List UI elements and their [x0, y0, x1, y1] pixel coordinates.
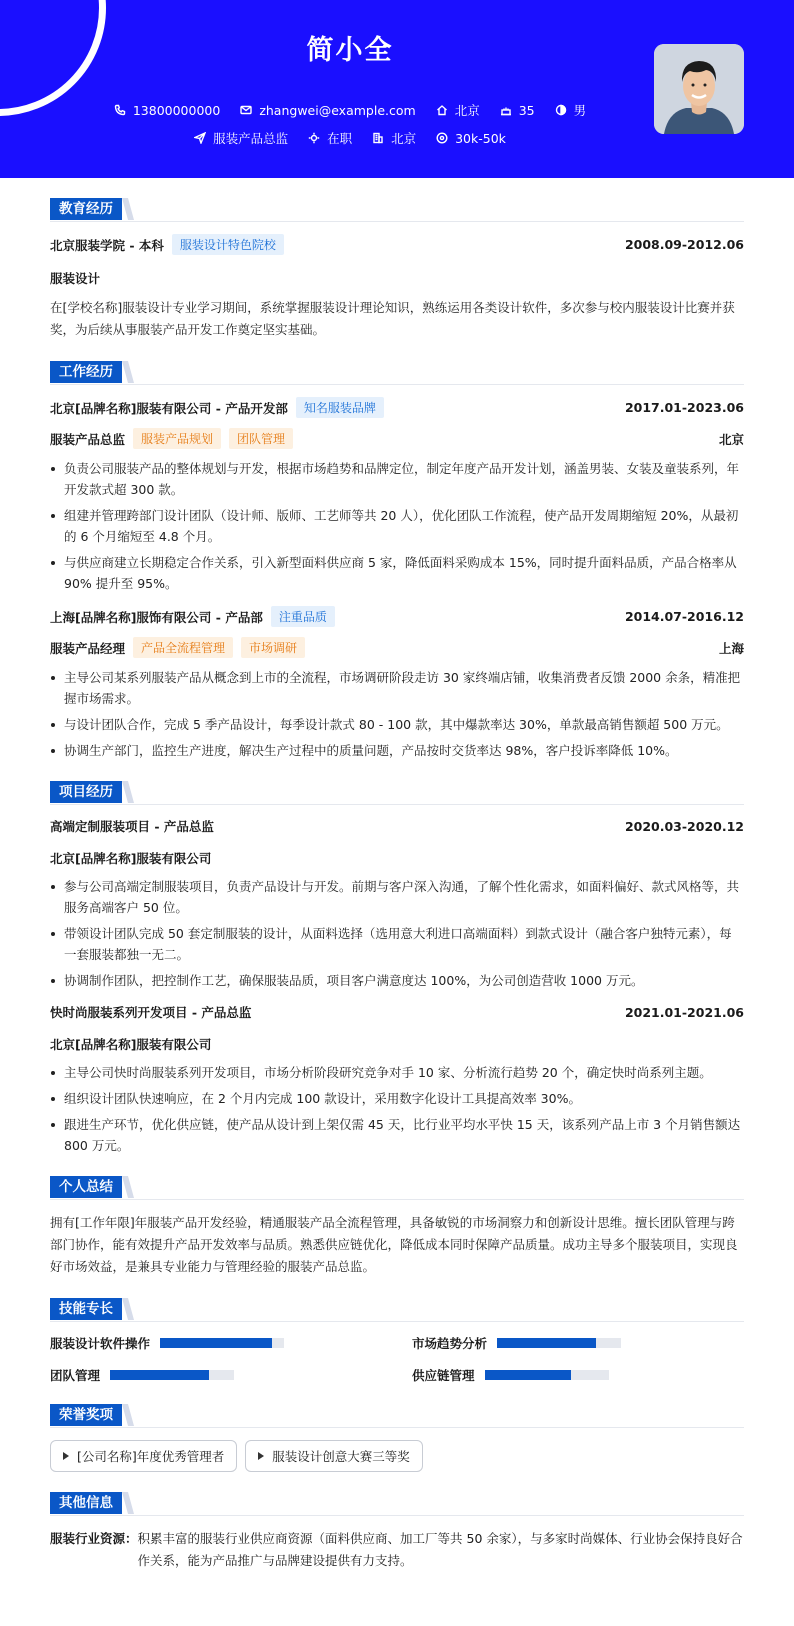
role-tag: 服装产品规划 — [133, 428, 221, 449]
school-badge: 服装设计特色院校 — [172, 234, 284, 255]
education-desc: 在[学校名称]服装设计专业学习期间，系统掌握服装设计理论知识，熟练运用各类设计软件，多次参与校内服装设计比赛并获奖，为后续从事服装产品开发工作奠定坚实基础。 — [50, 300, 735, 337]
skill-bar-fill — [110, 1370, 209, 1380]
skill-bar-fill — [497, 1338, 596, 1348]
heading-slant-icon — [122, 1176, 136, 1198]
project-header — [50, 1003, 744, 1021]
other-info-row — [50, 1528, 744, 1572]
resume-header — [0, 0, 794, 178]
skill-bar — [110, 1370, 234, 1380]
honor-item — [245, 1440, 423, 1472]
section-title: 其他信息 — [50, 1492, 122, 1514]
section-heading — [50, 1490, 744, 1516]
candidate-name: 简小全 — [306, 35, 394, 66]
section-heading — [50, 196, 744, 222]
info-email: zhangwei@example.com — [240, 101, 415, 119]
play-triangle-icon — [63, 1452, 69, 1460]
info-gender: 男 — [555, 101, 587, 119]
money-icon — [436, 132, 448, 144]
project-entry — [50, 817, 744, 991]
skill-bar — [497, 1338, 621, 1348]
info-city: 北京 — [436, 101, 480, 119]
section-other — [50, 1490, 744, 1572]
work-city: 北京 — [718, 431, 744, 447]
skill-name: 供应链管理 — [412, 1368, 475, 1383]
bullet-list — [50, 1062, 744, 1156]
project-name: 快时尚服装系列开发项目 - 产品总监 — [50, 1005, 252, 1020]
list-item: 协调制作团队，把控制作工艺，确保服装品质，项目客户满意度达 100%，为公司创造营收 1000 万元。 — [50, 970, 744, 991]
role-row — [50, 637, 744, 658]
education-header — [50, 234, 744, 255]
list-item: 参与公司高端定制服装项目，负责产品设计与开发。前期与客户深入沟通，了解个性化需求，如面料偏好、款式风格等，共服务高端客户 50 位。 — [50, 876, 744, 918]
company-badge: 知名服装品牌 — [296, 397, 384, 418]
section-heading — [50, 1402, 744, 1428]
skill-name: 团队管理 — [50, 1368, 101, 1383]
section-heading — [50, 1174, 744, 1200]
heading-slant-icon — [122, 1492, 136, 1514]
info-phone: 13800000000 — [114, 101, 220, 119]
heading-slant-icon — [122, 361, 136, 383]
heading-slant-icon — [122, 198, 136, 220]
skill-name: 服装设计软件操作 — [50, 1336, 151, 1351]
role-name: 服装产品总监 — [50, 431, 126, 447]
heading-slant-icon — [122, 1298, 136, 1320]
avatar-portrait-icon — [654, 44, 744, 134]
avatar — [654, 44, 744, 134]
info-position: 服装产品总监 — [194, 129, 288, 147]
bullet-list — [50, 667, 744, 761]
home-icon — [436, 104, 448, 116]
skills-grid — [50, 1334, 744, 1384]
list-item: 协调生产部门，监控生产进度，解决生产过程中的质量问题，产品按时交货率达 98%，客户投诉率降低 10%。 — [50, 740, 744, 761]
honors-list — [50, 1440, 744, 1472]
work-city: 上海 — [718, 640, 744, 656]
section-title: 技能专长 — [50, 1298, 122, 1320]
section-heading — [50, 359, 744, 385]
role-tag: 市场调研 — [241, 637, 305, 658]
role-tag: 产品全流程管理 — [133, 637, 233, 658]
skill-item — [50, 1334, 382, 1352]
info-status: 在职 — [308, 129, 352, 147]
skill-name: 市场趋势分析 — [412, 1336, 488, 1351]
company-badge: 注重品质 — [271, 606, 335, 627]
bullet-list — [50, 458, 744, 594]
honor-label: 服装设计创意大赛三等奖 — [272, 1449, 410, 1464]
section-skills — [50, 1296, 744, 1384]
role-name: 服装产品经理 — [50, 640, 126, 656]
other-info-value: 积累丰富的服装行业供应商资源（面料供应商、加工厂等共 50 余家），与多家时尚媒体、行业协会保持良好合作关系，能为产品推广与品牌建设提供有力支持。 — [137, 1531, 743, 1568]
project-company: 北京[品牌名称]服装有限公司 — [50, 1037, 212, 1052]
heading-slant-icon — [122, 781, 136, 803]
job-row — [0, 129, 700, 147]
list-item: 主导公司快时尚服装系列开发项目，市场分析阶段研究竞争对手 10 家、分析流行趋势 20 个，确定快时尚系列主题。 — [50, 1062, 744, 1083]
summary-text: 拥有[工作年限]年服装产品开发经验，精通服装产品全流程管理，具备敏锐的市场洞察力和创新设计思维。擅长团队管理与跨部门协作，能有效提升产品开发效率与品质。熟悉供应链优化，降低成本同时保障产品质量。成功主导多个服装项目，实现良好市场效益，是兼具专业能力与管理经验的服装产品总监。 — [50, 1215, 738, 1274]
list-item: 与供应商建立长期稳定合作关系，引入新型面料供应商 5 家，降低面料采购成本 15%，同时提升面料品质，产品合格率从 90% 提升至 95%。 — [50, 552, 744, 594]
resume-body — [50, 178, 744, 1572]
section-title: 荣誉奖项 — [50, 1404, 122, 1426]
phone-icon — [114, 104, 126, 116]
section-heading — [50, 1296, 744, 1322]
skill-bar — [160, 1338, 284, 1348]
section-work — [50, 359, 744, 761]
heading-slant-icon — [122, 1404, 136, 1426]
work-date: 2017.01-2023.06 — [624, 400, 744, 415]
work-header — [50, 397, 744, 418]
list-item: 与设计团队合作，完成 5 季产品设计，每季设计款式 80 - 100 款，其中爆款率达 30%，单款最高销售额超 500 万元。 — [50, 714, 744, 735]
section-education — [50, 196, 744, 341]
list-item: 带领设计团队完成 50 套定制服装的设计，从面料选择（选用意大利进口高端面料）到款式设计（融合客户独特元素），每一套服装都独一无二。 — [50, 923, 744, 965]
project-date: 2021.01-2021.06 — [624, 1004, 744, 1020]
skill-item — [412, 1366, 744, 1384]
section-summary — [50, 1174, 744, 1278]
other-info-key: 服装行业资源： — [50, 1531, 138, 1546]
info-age: 35 — [500, 101, 535, 119]
skill-bar — [485, 1370, 609, 1380]
list-item: 组建并管理跨部门设计团队（设计师、版师、工艺师等共 20 人），优化团队工作流程，使产品开发周期缩短 20%，从最初的 6 个月缩短至 4.8 个月。 — [50, 505, 744, 547]
education-date: 2008.09-2012.06 — [624, 237, 744, 252]
work-entry — [50, 606, 744, 761]
skill-bar-fill — [160, 1338, 272, 1348]
building-icon — [372, 132, 384, 144]
section-heading — [50, 779, 744, 805]
contact-row — [0, 101, 700, 119]
company-name: 上海[品牌名称]服饰有限公司 - 产品部 — [50, 609, 263, 625]
list-item: 主导公司某系列服装产品从概念到上市的全流程，市场调研阶段走访 30 家终端店铺，收集消费者反馈 2000 余条，精准把握市场需求。 — [50, 667, 744, 709]
play-triangle-icon — [258, 1452, 264, 1460]
section-title: 工作经历 — [50, 361, 122, 383]
section-projects — [50, 779, 744, 1156]
project-date: 2020.03-2020.12 — [624, 818, 744, 834]
role-tag: 团队管理 — [229, 428, 293, 449]
company-name: 北京[品牌名称]服装有限公司 - 产品开发部 — [50, 400, 288, 416]
section-title: 项目经历 — [50, 781, 122, 803]
section-title: 个人总结 — [50, 1176, 122, 1198]
list-item: 跟进生产环节，优化供应链，使产品从设计到上架仅需 45 天，比行业平均水平快 15 天，该系列产品上市 3 个月销售额达 800 万元。 — [50, 1114, 744, 1156]
send-icon — [194, 132, 206, 144]
school-name: 北京服装学院 - 本科 — [50, 237, 164, 253]
status-icon — [308, 132, 320, 144]
mail-icon — [240, 104, 252, 116]
project-name: 高端定制服装项目 - 产品总监 — [50, 819, 214, 834]
skill-item — [50, 1366, 382, 1384]
project-header — [50, 817, 744, 835]
major: 服装设计 — [50, 271, 101, 286]
honor-label: [公司名称]年度优秀管理者 — [77, 1449, 225, 1464]
section-honors — [50, 1402, 744, 1472]
role-row — [50, 428, 744, 449]
info-work-city: 北京 — [372, 129, 416, 147]
skill-bar-fill — [485, 1370, 572, 1380]
work-header — [50, 606, 744, 627]
gender-icon — [555, 104, 567, 116]
list-item: 负责公司服装产品的整体规划与开发，根据市场趋势和品牌定位，制定年度产品开发计划，涵盖男装、女装及童装系列，年开发款式超 300 款。 — [50, 458, 744, 500]
info-salary: 30k-50k — [436, 129, 506, 147]
skill-item — [412, 1334, 744, 1352]
cake-icon — [500, 104, 512, 116]
project-company: 北京[品牌名称]服装有限公司 — [50, 851, 212, 866]
section-title: 教育经历 — [50, 198, 122, 220]
honor-item — [50, 1440, 237, 1472]
work-entry — [50, 397, 744, 594]
list-item: 组织设计团队快速响应，在 2 个月内完成 100 款设计，采用数字化设计工具提高效率 30%。 — [50, 1088, 744, 1109]
project-entry — [50, 1003, 744, 1156]
work-date: 2014.07-2016.12 — [624, 609, 744, 624]
bullet-list — [50, 876, 744, 991]
